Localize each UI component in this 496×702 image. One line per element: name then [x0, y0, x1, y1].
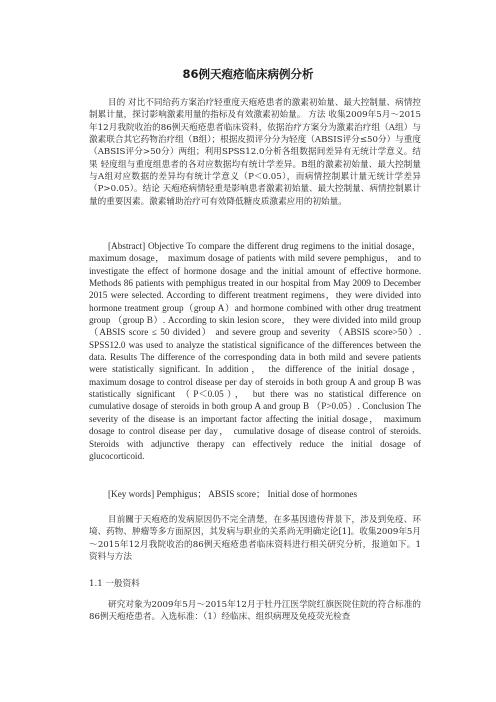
keywords-en: [Key words] Pemphigus； ABSIS score； Initial dose of hormones [108, 489, 358, 499]
body-cn: 研究对象为2009年5月～2015年12月于牡丹江医学院红旗医院住院的符合标准的86例天疱疮患者。入选标准：（1）经临床、组织病理及免疫荧光检查 [89, 600, 421, 623]
intro-block [89, 514, 421, 563]
abstract-cn: 目的 对比不同给药方案治疗轻重度天疱疮患者的激素初始量、最大控制量、病情控制累计量，探讨影响激素用量的指标及有效激素初始量。 方法 收集2009年5月～2015年12月我院收治的86例天疱疮患者临床资料，依据治疗方案分为激素治疗组（A组）与激素联合其它药物治疗组（B组）；根据皮损评分分为轻度（ABSIS评分≤50分）与重度（ABSIS评分>50分）两组；利用SPSS12.0分析各组数据间差异有无统计学意义。结果 轻度组与重度组患者的各对应数据均有统计学差异。B组的激素初始量、最大控制量与A组对应数据的差异均有统计学意义（P＜0.05），而病情控制累计量无统计学差异（P>0.05）。结论 天疱疮病情轻重是影响患者激素初始量、最大控制量、病情控制累计量的重要因素。激素辅助治疗可有效降低糖皮质激素应用的初始量。 [89, 98, 421, 207]
abstract-en: [Abstract] Objective To compare the different drug regimens to the initial dosage， maximum dosage， maximum dosage of patients with mild severe pemphigus， and to investigate the effect of hormone dosage and the initial amount of effective hormone. Methods 86 patients with pemphigus treated in our hospital from May 2009 to December 2015 were selected. According to different treatment regimens，they were divided into hormone treatment group（group A）and hormone combined with other drug treatment group （group B）. According to skin lesion score， they were divided into mild group （ABSIS score ≤ 50 divided） and severe group and severity （ABSIS score>50）. SPSS12.0 was used to analyze the statistical significance of the differences between the data. Results The difference of the corresponding data in both mild and severe patients were statistically significant. In addition， the difference of the initial dosage， maximum dosage to control disease per day of steroids in both group A and group B was statistically significant （P＜0.05）， but there was no statistical difference on cumulative dosage of steroids in both group A and group B （P>0.05）. Conclusion The severity of the disease is an important factor affecting the initial dosage， maximum dosage to control disease per day， cumulative dosage of disease control of steroids. Steroids with adjunctive therapy can effectively reduce the initial dosage of glucocorticoid. [89, 241, 421, 461]
abstract-en-block [89, 240, 421, 462]
section-heading: 1.1 一般资料 [89, 579, 140, 589]
abstract-cn-block [89, 97, 421, 208]
body-block [89, 599, 421, 624]
keywords-block [89, 488, 421, 500]
paper-title: 86例天疱疮临床病例分析 [182, 67, 314, 81]
intro-cn: 目前關于天疱疮的发病原因仍不完全清楚，在多基因遗传背景下，涉及到免疫、环境、药物、肿瘤等多方面原因，其发病与职业的关系尚无明确定论[1]。收集2009年5月～2015年12月我院收治的86例天疱疮患者临床资料进行相关研究分析，报道如下。1 资料与方法 [89, 515, 421, 563]
